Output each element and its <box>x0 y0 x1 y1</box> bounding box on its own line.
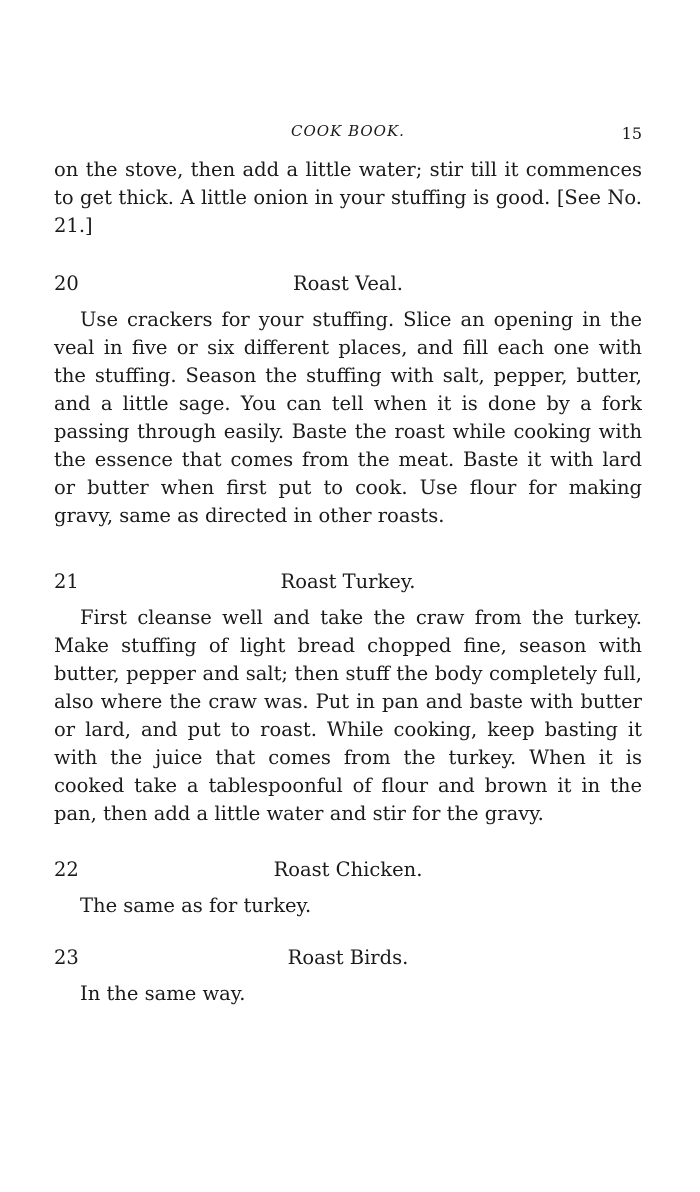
recipe-heading <box>54 944 642 972</box>
recipe-number: 20 <box>54 272 79 295</box>
recipe-body: Use crackers for your stuffing. Slice an opening in the veal in five or six different places, and fill each one with the stuffing. Season the stuffing with salt, pepper, butter, and a little sage. You can tell when it is done by a fork passing through easily. Baste the roast while cooking with the essence that comes from the meat. Baste it with lard or butter when first put to cook. Use flour for making gravy, same as directed in other roasts. <box>54 308 642 527</box>
recipe-number: 22 <box>54 858 79 881</box>
running-head <box>54 118 642 148</box>
recipe-heading <box>54 568 642 596</box>
running-title: COOK BOOK. <box>291 122 405 140</box>
recipe-body: The same as for turkey. <box>80 894 312 917</box>
recipe-title: Roast Birds. <box>287 946 409 969</box>
recipe-20 <box>54 270 642 530</box>
recipe-body: In the same way. <box>80 982 246 1005</box>
recipe-body: First cleanse well and take the craw from the turkey. Make stuffing of light bread chopped fine, season with butter, pepper and salt; then stuff the body completely full, also where the craw was. Put in pan and baste with butter or lard, and put to roast. While cooking, keep basting it with the juice that comes from the turkey. When it is cooked take a tablespoonful of flour and brown it in the pan, then add a little water and stir for the gravy. <box>54 606 642 825</box>
recipe-number: 21 <box>54 570 79 593</box>
book-page <box>54 118 642 1008</box>
page-number: 15 <box>621 124 642 143</box>
continuation-paragraph: on the stove, then add a little water; stir till it commences to get thick. A little onion in your stuffing is good. [See No. 21.] <box>54 158 642 237</box>
recipe-title: Roast Turkey. <box>280 570 416 593</box>
recipe-23 <box>54 944 642 1008</box>
recipe-21 <box>54 568 642 828</box>
recipe-22 <box>54 856 642 920</box>
recipe-heading <box>54 856 642 884</box>
recipe-title: Roast Chicken. <box>273 858 423 881</box>
recipe-number: 23 <box>54 946 79 969</box>
recipe-title: Roast Veal. <box>293 272 403 295</box>
recipe-heading <box>54 270 642 298</box>
